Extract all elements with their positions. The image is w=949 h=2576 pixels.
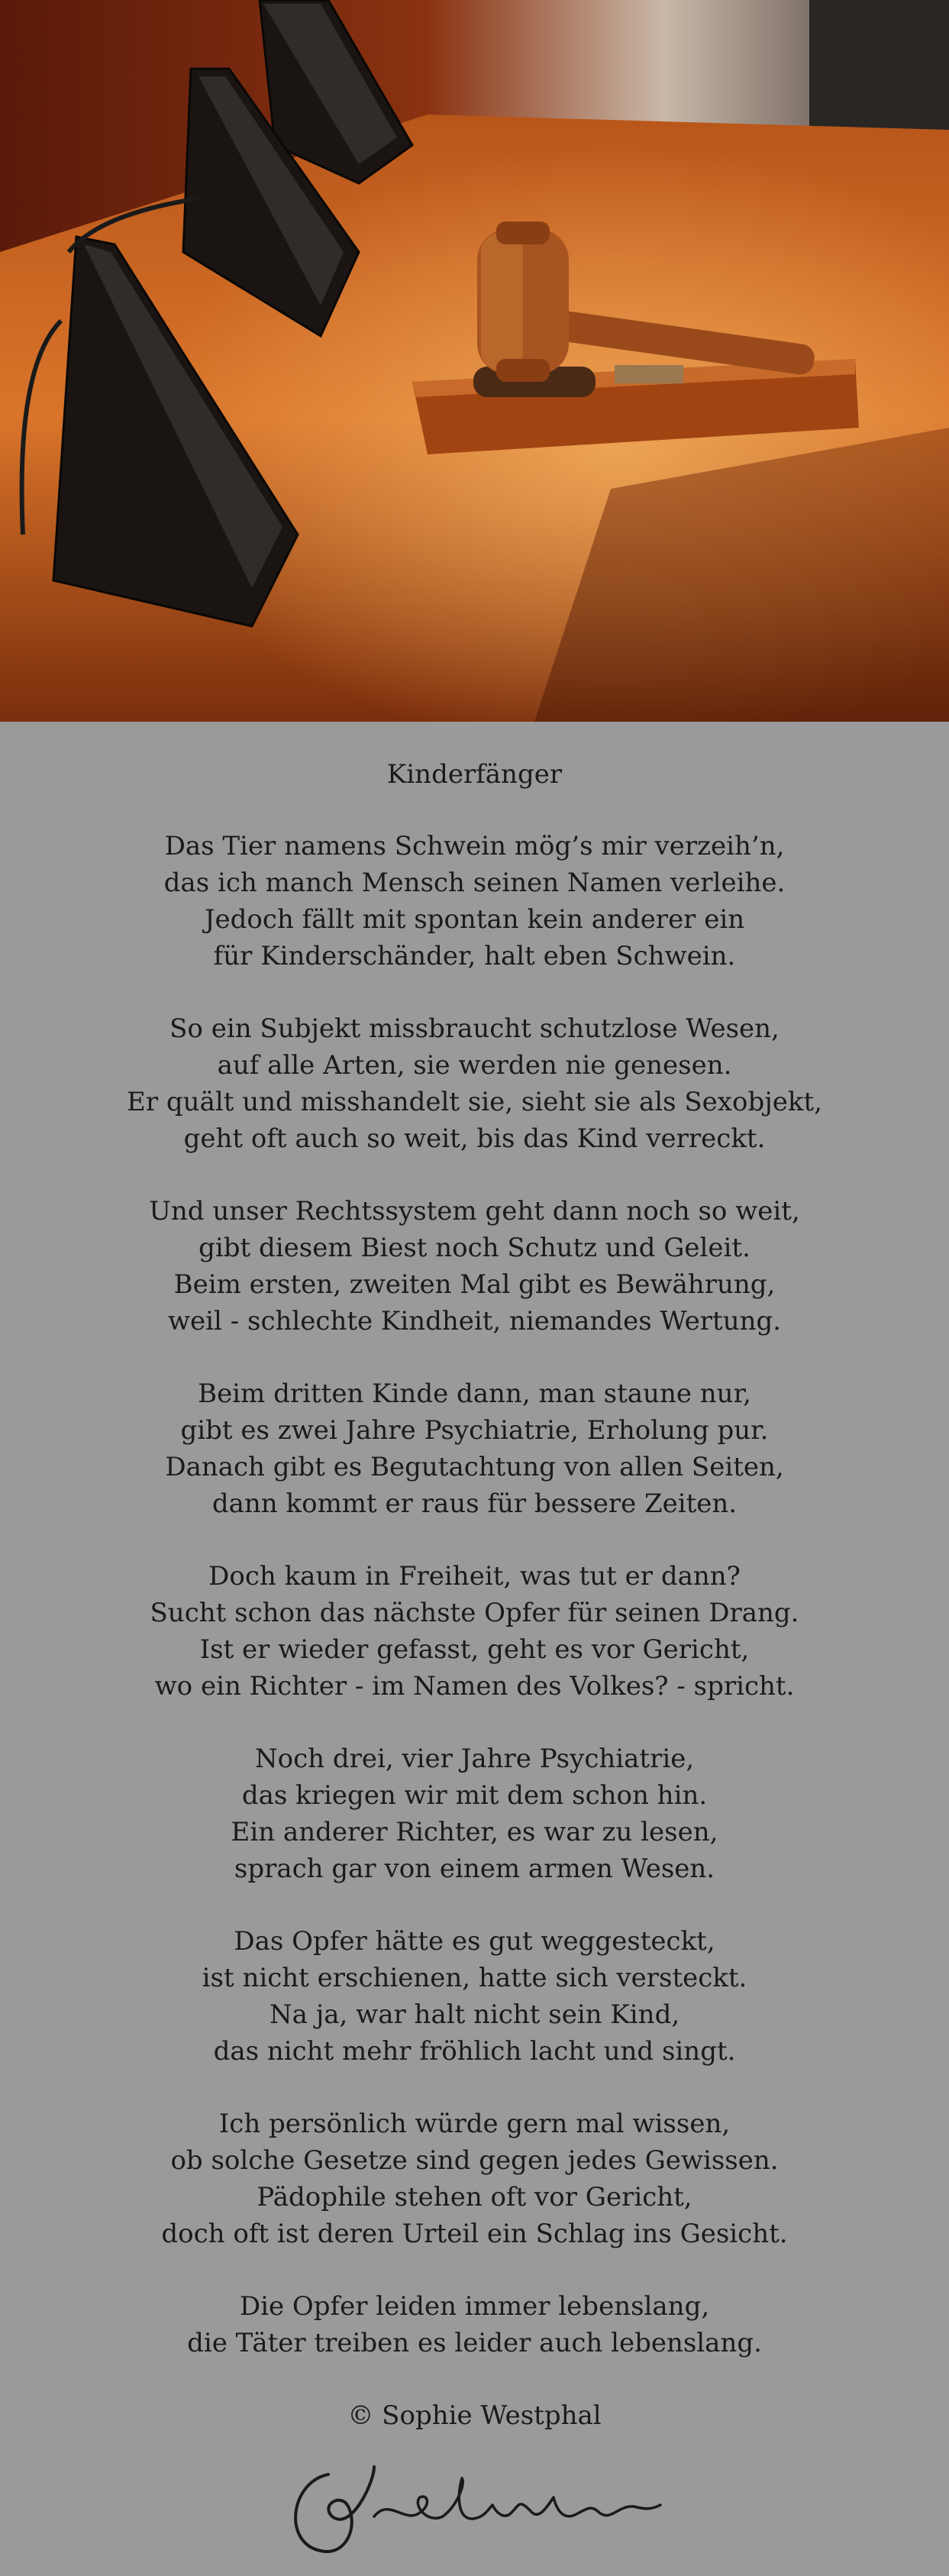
poem-line: die Täter treiben es leider auch lebenslang. — [187, 2328, 762, 2358]
poem-line: das ich manch Mensch seinen Namen verleihe. — [163, 868, 786, 898]
poem-line: dann kommt er raus für bessere Zeiten. — [211, 1488, 738, 1519]
poem-line: ist nicht erschienen, hatte sich versteckt. — [202, 1963, 747, 1993]
poem-stanza — [0, 1010, 949, 1157]
poem-panel — [0, 722, 949, 2576]
poem-stanza — [0, 1558, 949, 1705]
poem-line: ob solche Gesetze sind gegen jedes Gewissen. — [170, 2145, 779, 2176]
poem-stanza — [0, 2288, 949, 2361]
poem-line: Das Tier namens Schwein mög’s mir verzeih’n, — [164, 831, 785, 861]
poem-line: auf alle Arten, sie werden nie genesen. — [217, 1050, 732, 1081]
poem-line: doch oft ist deren Urteil ein Schlag ins Gesicht. — [161, 2219, 788, 2249]
poem-line: geht oft auch so weit, bis das Kind verreckt. — [183, 1123, 766, 1154]
poem-line: Beim dritten Kinde dann, man staune nur, — [198, 1378, 751, 1409]
poem-line: Danach gibt es Begutachtung von allen Seiten, — [165, 1452, 784, 1482]
poem-line: Jedoch fällt mit spontan kein anderer ein — [204, 904, 745, 935]
poem-title: Kinderfänger — [386, 759, 563, 790]
poem-stanza — [0, 2106, 949, 2252]
poem-line: das nicht mehr fröhlich lacht und singt. — [213, 2036, 736, 2067]
poem-line: Noch drei, vier Jahre Psychiatrie, — [254, 1744, 695, 1774]
poem-stanza — [0, 1923, 949, 2070]
poem-stanza — [0, 1375, 949, 1522]
poem-stanza — [0, 828, 949, 974]
poem-line: Pädophile stehen oft vor Gericht, — [257, 2182, 692, 2212]
poem-line: Und unser Rechtssystem geht dann noch so weit, — [149, 1196, 800, 1227]
poem-stanza — [0, 1740, 949, 1887]
poem-line: für Kinderschänder, halt eben Schwein. — [213, 941, 736, 971]
poem-line: Na ja, war halt nicht sein Kind, — [269, 1999, 680, 2030]
poem-line: Beim ersten, zweiten Mal gibt es Bewährung, — [173, 1269, 776, 1300]
courtroom-gavel-photo — [0, 0, 949, 722]
poem-line: Doch kaum in Freiheit, was tut er dann? — [208, 1561, 741, 1592]
copyright-notice: © Sophie Westphal — [347, 2400, 602, 2431]
poem-line: gibt es zwei Jahre Psychiatrie, Erholung pur. — [180, 1415, 769, 1446]
poem-line: Er quält und misshandelt sie, sieht sie als Sexobjekt, — [127, 1087, 822, 1117]
poem-line: Das Opfer hätte es gut weggesteckt, — [234, 1926, 715, 1957]
poem-line: So ein Subjekt missbraucht schutzlose Wesen, — [169, 1013, 780, 1044]
poem-line: das kriegen wir mit dem schon hin. — [241, 1780, 708, 1811]
poem-line: Die Opfer leiden immer lebenslang, — [239, 2291, 710, 2322]
poem-line: gibt diesem Biest noch Schutz und Geleit. — [199, 1233, 750, 1263]
poem-line: Ein anderer Richter, es war zu lesen, — [231, 1817, 718, 1847]
poem-line: Ich persönlich würde gern mal wissen, — [218, 2109, 731, 2139]
poem-line: sprach gar von einem armen Wesen. — [234, 1854, 715, 1884]
poem-line: Sucht schon das nächste Opfer für seinen Drang. — [150, 1598, 799, 1628]
poem-stanza — [0, 1193, 949, 1340]
signature-logo — [275, 2452, 672, 2566]
poem-line: Ist er wieder gefasst, geht es vor Gericht, — [199, 1634, 750, 1665]
poem-line: weil - schlechte Kindheit, niemandes Wertung. — [167, 1306, 782, 1336]
poem-line: wo ein Richter - im Namen des Volkes? - spricht. — [154, 1671, 795, 1702]
